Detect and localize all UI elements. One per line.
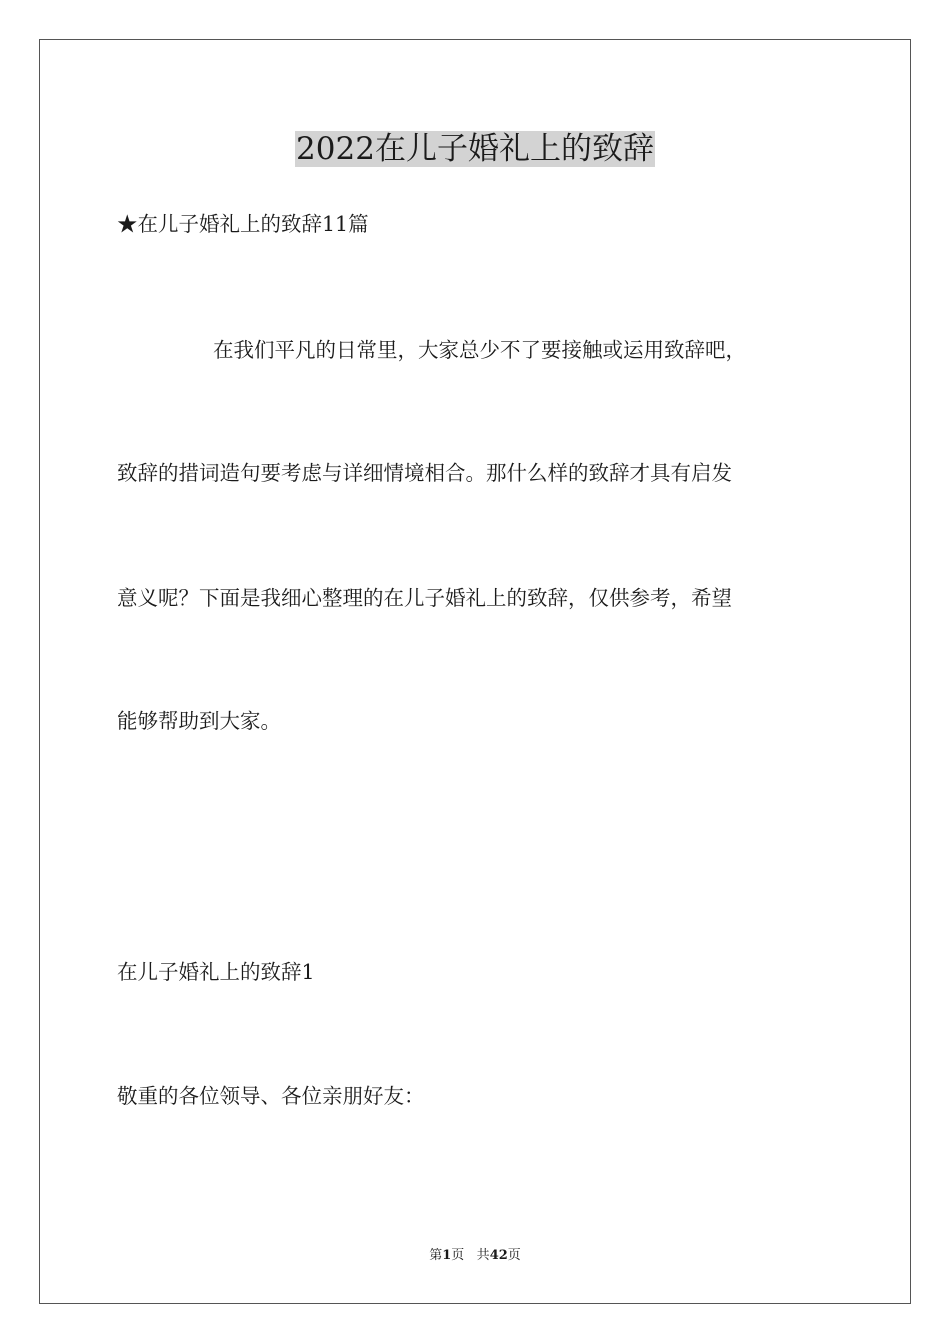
- footer-page-suffix: 页: [451, 1248, 465, 1263]
- footer-total-prefix: 共: [476, 1248, 490, 1263]
- footer-page-prefix: 第: [429, 1248, 443, 1263]
- intro-line-1: 在我们平凡的日常里，大家总少不了要接触或运用致辞吧，: [213, 338, 746, 362]
- footer-total-suffix: 页: [507, 1248, 521, 1263]
- document-subtitle: ★在儿子婚礼上的致辞11篇: [117, 212, 369, 236]
- title-highlight: 2022在儿子婚礼上的致辞: [296, 131, 654, 167]
- section-heading: 在儿子婚礼上的致辞1: [117, 960, 315, 984]
- page-footer: [0, 1247, 950, 1265]
- salutation: 敬重的各位领导、各位亲朋好友：: [117, 1084, 425, 1108]
- intro-line-4: 能够帮助到大家。: [117, 709, 281, 733]
- document-title: [0, 127, 950, 171]
- footer-page-number: 1: [442, 1248, 452, 1263]
- intro-line-3: 意义呢？下面是我细心整理的在儿子婚礼上的致辞，仅供参考，希望: [117, 586, 732, 610]
- intro-line-2: 致辞的措词造句要考虑与详细情境相合。那什么样的致辞才具有启发: [117, 461, 732, 485]
- footer-total-pages: 42: [489, 1248, 508, 1263]
